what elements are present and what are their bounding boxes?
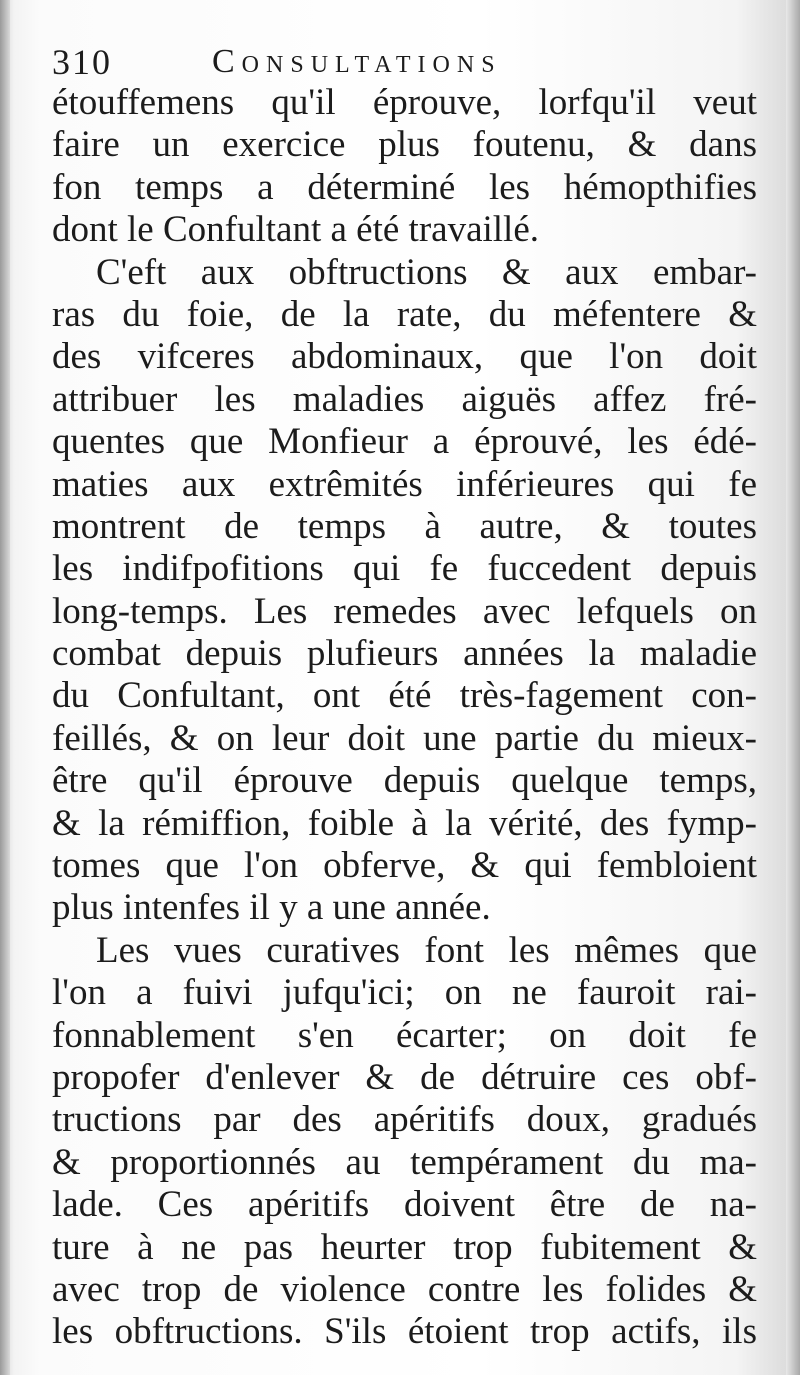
running-head: Consultations: [212, 43, 502, 80]
text-line: Les vues curatives font les mêmes que: [96, 929, 757, 971]
page-gutter-shadow: [0, 0, 10, 1375]
text-line: combat depuis plufieurs années la maladie: [52, 633, 757, 675]
text-line: fonnablement s'en écarter; on doit fe: [52, 1014, 757, 1056]
text-line: être qu'il éprouve depuis quelque temps,: [52, 760, 757, 802]
text-line: tomes que l'on obferve, & qui fembloient: [52, 845, 757, 887]
text-line: faire un exercice plus foutenu, & dans: [52, 124, 757, 166]
text-line: l'on a fuivi jufqu'ici; on ne fauroit rai-: [52, 972, 757, 1014]
text-line: du Confultant, ont été très-fagement con-: [52, 675, 757, 717]
body-text: [52, 82, 757, 1354]
text-line: étouffemens qu'il éprouve, lorfqu'il veut: [52, 82, 757, 123]
text-line: long-temps. Les remedes avec lefquels on: [52, 590, 757, 632]
text-line: les indifpofitions qui fe fuccedent depuis: [52, 548, 757, 590]
text-line: attribuer les maladies aiguës affez fré-: [52, 378, 757, 420]
text-line: avec trop de violence contre les folides &: [52, 1268, 757, 1310]
text-line: fon temps a déterminé les hémopthifies: [52, 166, 757, 208]
text-line: ras du foie, de la rate, du méfentere &: [52, 293, 757, 335]
text-line: dont le Confultant a été travaillé.: [52, 209, 539, 251]
text-line: tructions par des apéritifs doux, gradués: [52, 1099, 757, 1141]
text-line: propofer d'enlever & de détruire ces obf-: [52, 1056, 757, 1098]
page-header: [52, 40, 752, 88]
text-line: les obftructions. S'ils étoient trop actifs, ils: [52, 1311, 757, 1353]
text-line: lade. Ces apéritifs doivent être de na-: [52, 1184, 757, 1226]
text-line: C'eft aux obftructions & aux embar-: [96, 251, 757, 293]
text-line: ture à ne pas heurter trop fubitement &: [52, 1226, 757, 1268]
page-edge-shadow: [786, 0, 800, 1375]
text-line: montrent de temps à autre, & toutes: [52, 505, 757, 547]
page-number: 310: [52, 42, 112, 82]
text-line: maties aux extrêmités inférieures qui fe: [52, 463, 757, 505]
text-line: feillés, & on leur doit une partie du mieux-: [52, 717, 757, 759]
text-line: & la rémiffion, foible à la vérité, des fymp-: [52, 802, 757, 844]
text-line: quentes que Monfieur a éprouvé, les édé-: [52, 421, 757, 463]
text-line: & proportionnés au tempérament du ma-: [52, 1141, 757, 1183]
text-line: plus intenfes il y a une année.: [52, 887, 491, 929]
text-line: des vifceres abdominaux, que l'on doit: [52, 336, 757, 378]
